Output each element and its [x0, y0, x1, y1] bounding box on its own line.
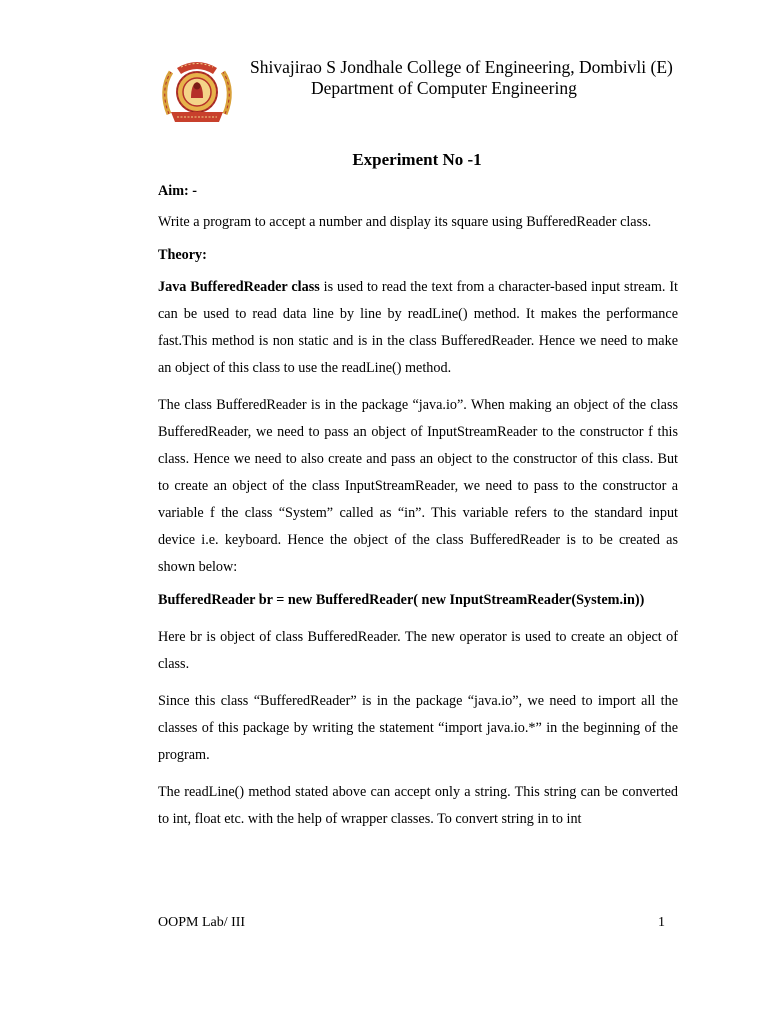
document-body	[158, 181, 678, 833]
college-name: Shivajirao S Jondhale College of Engineering, Dombivli (E)	[250, 57, 673, 77]
code-statement: BufferedReader br = new BufferedReader( new InputStreamReader(System.in))	[158, 592, 645, 608]
theory-paragraph-4: Since this class “BufferedReader” is in the package “java.io”, we need to import all the classes of this package by writing the statement “import java.io.*” in the beginning of the program.	[158, 693, 678, 763]
college-logo-icon	[161, 56, 233, 126]
theory-paragraph-1	[158, 274, 678, 382]
experiment-title: Experiment No -1	[352, 150, 482, 169]
theory-bold-term: Java BufferedReader class	[158, 279, 320, 295]
department-name: Department of Computer Engineering	[311, 78, 577, 98]
page-number: 1	[658, 915, 665, 930]
footer-course: OOPM Lab/ III	[158, 915, 246, 930]
aim-text: Write a program to accept a number and display its square using BufferedReader class.	[158, 214, 652, 230]
theory-paragraph-3: Here br is object of class BufferedReader. The new operator is used to create an object of class.	[158, 629, 678, 672]
theory-paragraph-1-text: is used to read the text from a character-based input stream. It can be used to read data line by line by readLine() method. It makes the performance fast.This method is non static and is in the class BufferedReader. Hence we need to make an object of this class to use the readLine() method.	[158, 279, 678, 376]
aim-heading: Aim: -	[158, 183, 198, 199]
theory-paragraph-2: The class BufferedReader is in the package “java.io”. When making an object of the class BufferedReader, we need to pass an object of InputStreamReader to the constructor f this class. Hence we need to also create and pass an object to the constructor of this class. But to create an object of the class InputStreamReader, we need to pass to the constructor a variable f the class “System” called as “in”. This variable refers to the standard input device i.e. keyboard. Hence the object of the class BufferedReader is to be created as shown below:	[158, 397, 678, 575]
theory-heading: Theory:	[158, 247, 207, 263]
theory-paragraph-5: The readLine() method stated above can accept only a string. This string can be converted to int, float etc. with the help of wrapper classes. To convert string in to int	[158, 784, 678, 827]
